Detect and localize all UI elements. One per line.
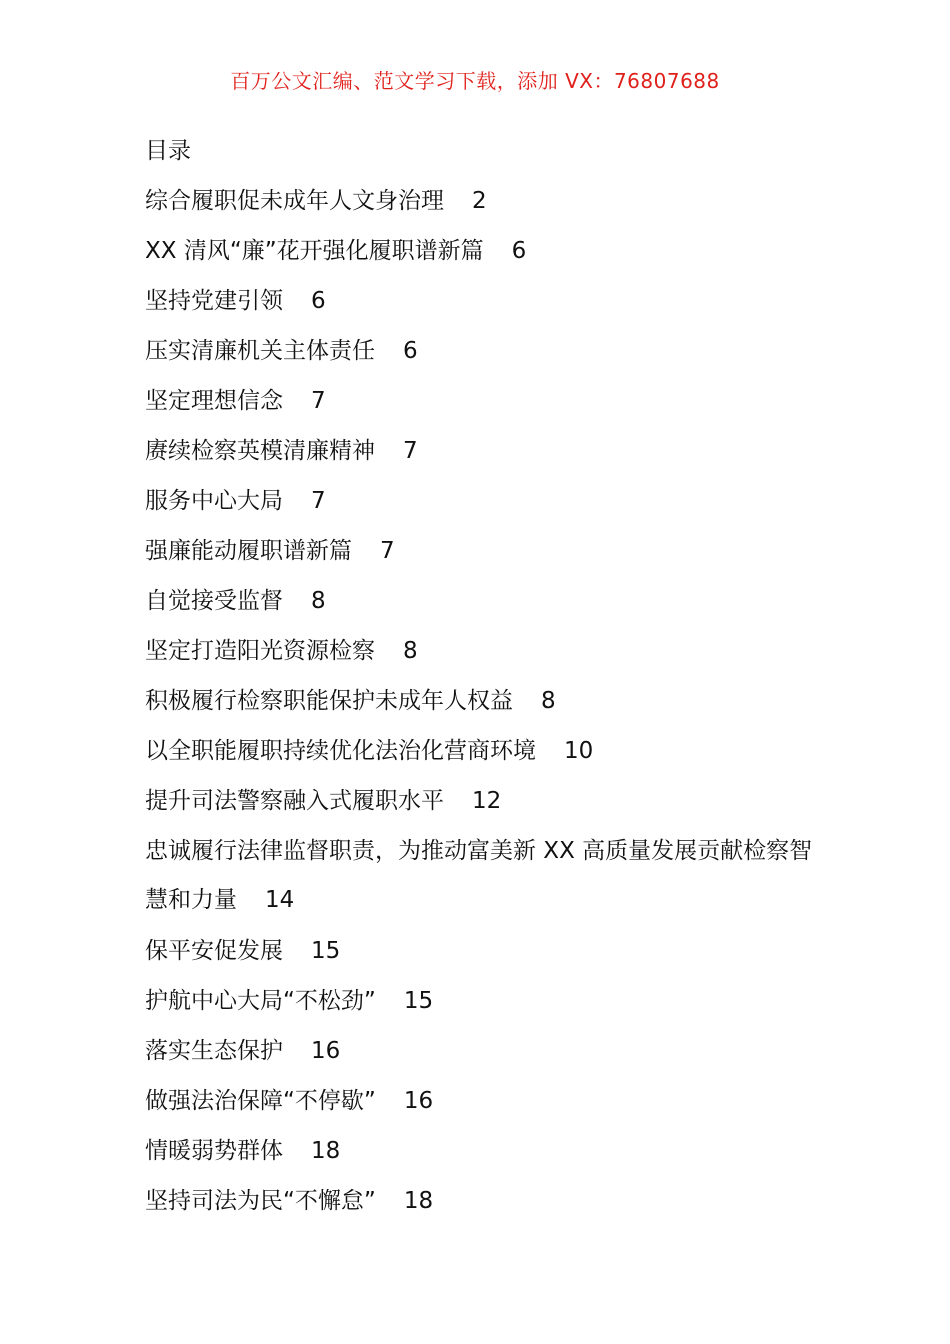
toc-entry[interactable] (145, 1033, 825, 1069)
toc-entry-page: 7 (311, 488, 326, 514)
toc-entry-page: 7 (403, 438, 418, 464)
toc-entry-title: 赓续检察英模清廉精神 (145, 438, 375, 464)
toc-heading: 目录 (145, 138, 191, 164)
toc-entry-title: 坚定打造阳光资源检察 (145, 638, 375, 664)
toc-entry-title: 积极履行检察职能保护未成年人权益 (145, 688, 513, 714)
toc-entry-page: 6 (403, 338, 418, 364)
toc-entry-title: 情暖弱势群体 (145, 1138, 283, 1164)
toc-entry[interactable] (145, 1183, 825, 1219)
toc-entry[interactable] (145, 983, 825, 1019)
toc-entry-title: 服务中心大局 (145, 488, 283, 514)
toc-entry-title: 坚持司法为民“不懈怠” (145, 1188, 376, 1214)
toc-entry-title: 综合履职促未成年人文身治理 (145, 188, 444, 214)
toc-entry[interactable] (145, 683, 825, 719)
toc-entry-title: 坚持党建引领 (145, 288, 283, 314)
toc-entry-page: 16 (311, 1038, 341, 1064)
toc-entry-page: 18 (403, 1188, 434, 1214)
toc-entry[interactable] (145, 483, 825, 519)
toc-entry[interactable] (145, 183, 825, 219)
toc-entry-page: 6 (511, 238, 527, 264)
toc-entry[interactable] (145, 583, 825, 619)
toc-entry[interactable] (145, 533, 825, 569)
toc-entry-title: 做强法治保障“不停歇” (145, 1088, 376, 1114)
toc-entry-title: XX 清风“廉”花开强化履职谱新篇 (145, 238, 484, 264)
toc-entry-page: 15 (311, 938, 341, 964)
toc-entry-title: 强廉能动履职谱新篇 (145, 538, 352, 564)
toc-entry-title: 以全职能履职持续优化法治化营商环境 (145, 738, 536, 764)
header-banner: 百万公文汇编、范文学习下载，添加 VX：76807688 (230, 69, 720, 93)
toc-entry-page: 8 (311, 588, 326, 614)
toc-entry[interactable] (145, 333, 825, 369)
toc-entry-page: 7 (380, 538, 395, 564)
toc-entry-title: 自觉接受监督 (145, 588, 283, 614)
toc-entry[interactable] (145, 233, 825, 269)
toc-entry[interactable] (145, 733, 825, 769)
toc-entry-page: 8 (403, 638, 418, 664)
toc-entry[interactable] (145, 633, 825, 669)
toc-entry-page: 7 (311, 388, 326, 414)
toc-entry[interactable] (145, 1133, 825, 1169)
toc-entry[interactable] (145, 827, 815, 925)
toc-entry[interactable] (145, 783, 825, 819)
toc-entry-page: 8 (541, 688, 556, 714)
toc-entry-page: 16 (403, 1088, 434, 1114)
toc-entry-title: 护航中心大局“不松劲” (145, 988, 376, 1014)
toc-entry-page: 12 (472, 788, 502, 814)
toc-entry-title: 保平安促发展 (145, 938, 283, 964)
toc-entry-page: 6 (311, 288, 326, 314)
toc-entry-page: 2 (472, 188, 487, 214)
toc-entry-title: 落实生态保护 (145, 1038, 283, 1064)
toc-entry-title: 提升司法警察融入式履职水平 (145, 788, 444, 814)
toc-entry-title: 坚定理想信念 (145, 388, 283, 414)
toc-entry[interactable] (145, 433, 825, 469)
toc-entry-title: 压实清廉机关主体责任 (145, 338, 375, 364)
toc-entry[interactable] (145, 933, 825, 969)
toc-entry-page: 18 (311, 1138, 341, 1164)
toc-entry[interactable] (145, 1083, 825, 1119)
table-of-contents (145, 133, 825, 1233)
toc-entry[interactable] (145, 283, 825, 319)
toc-entry-page: 14 (265, 887, 295, 913)
toc-entry-page: 15 (403, 988, 434, 1014)
toc-entry[interactable] (145, 383, 825, 419)
toc-entry-page: 10 (564, 738, 594, 764)
toc-entry-title: 忠诚履行法律监督职责，为推动富美新 XX 高质量发展贡献检察智慧和力量 (145, 838, 813, 913)
